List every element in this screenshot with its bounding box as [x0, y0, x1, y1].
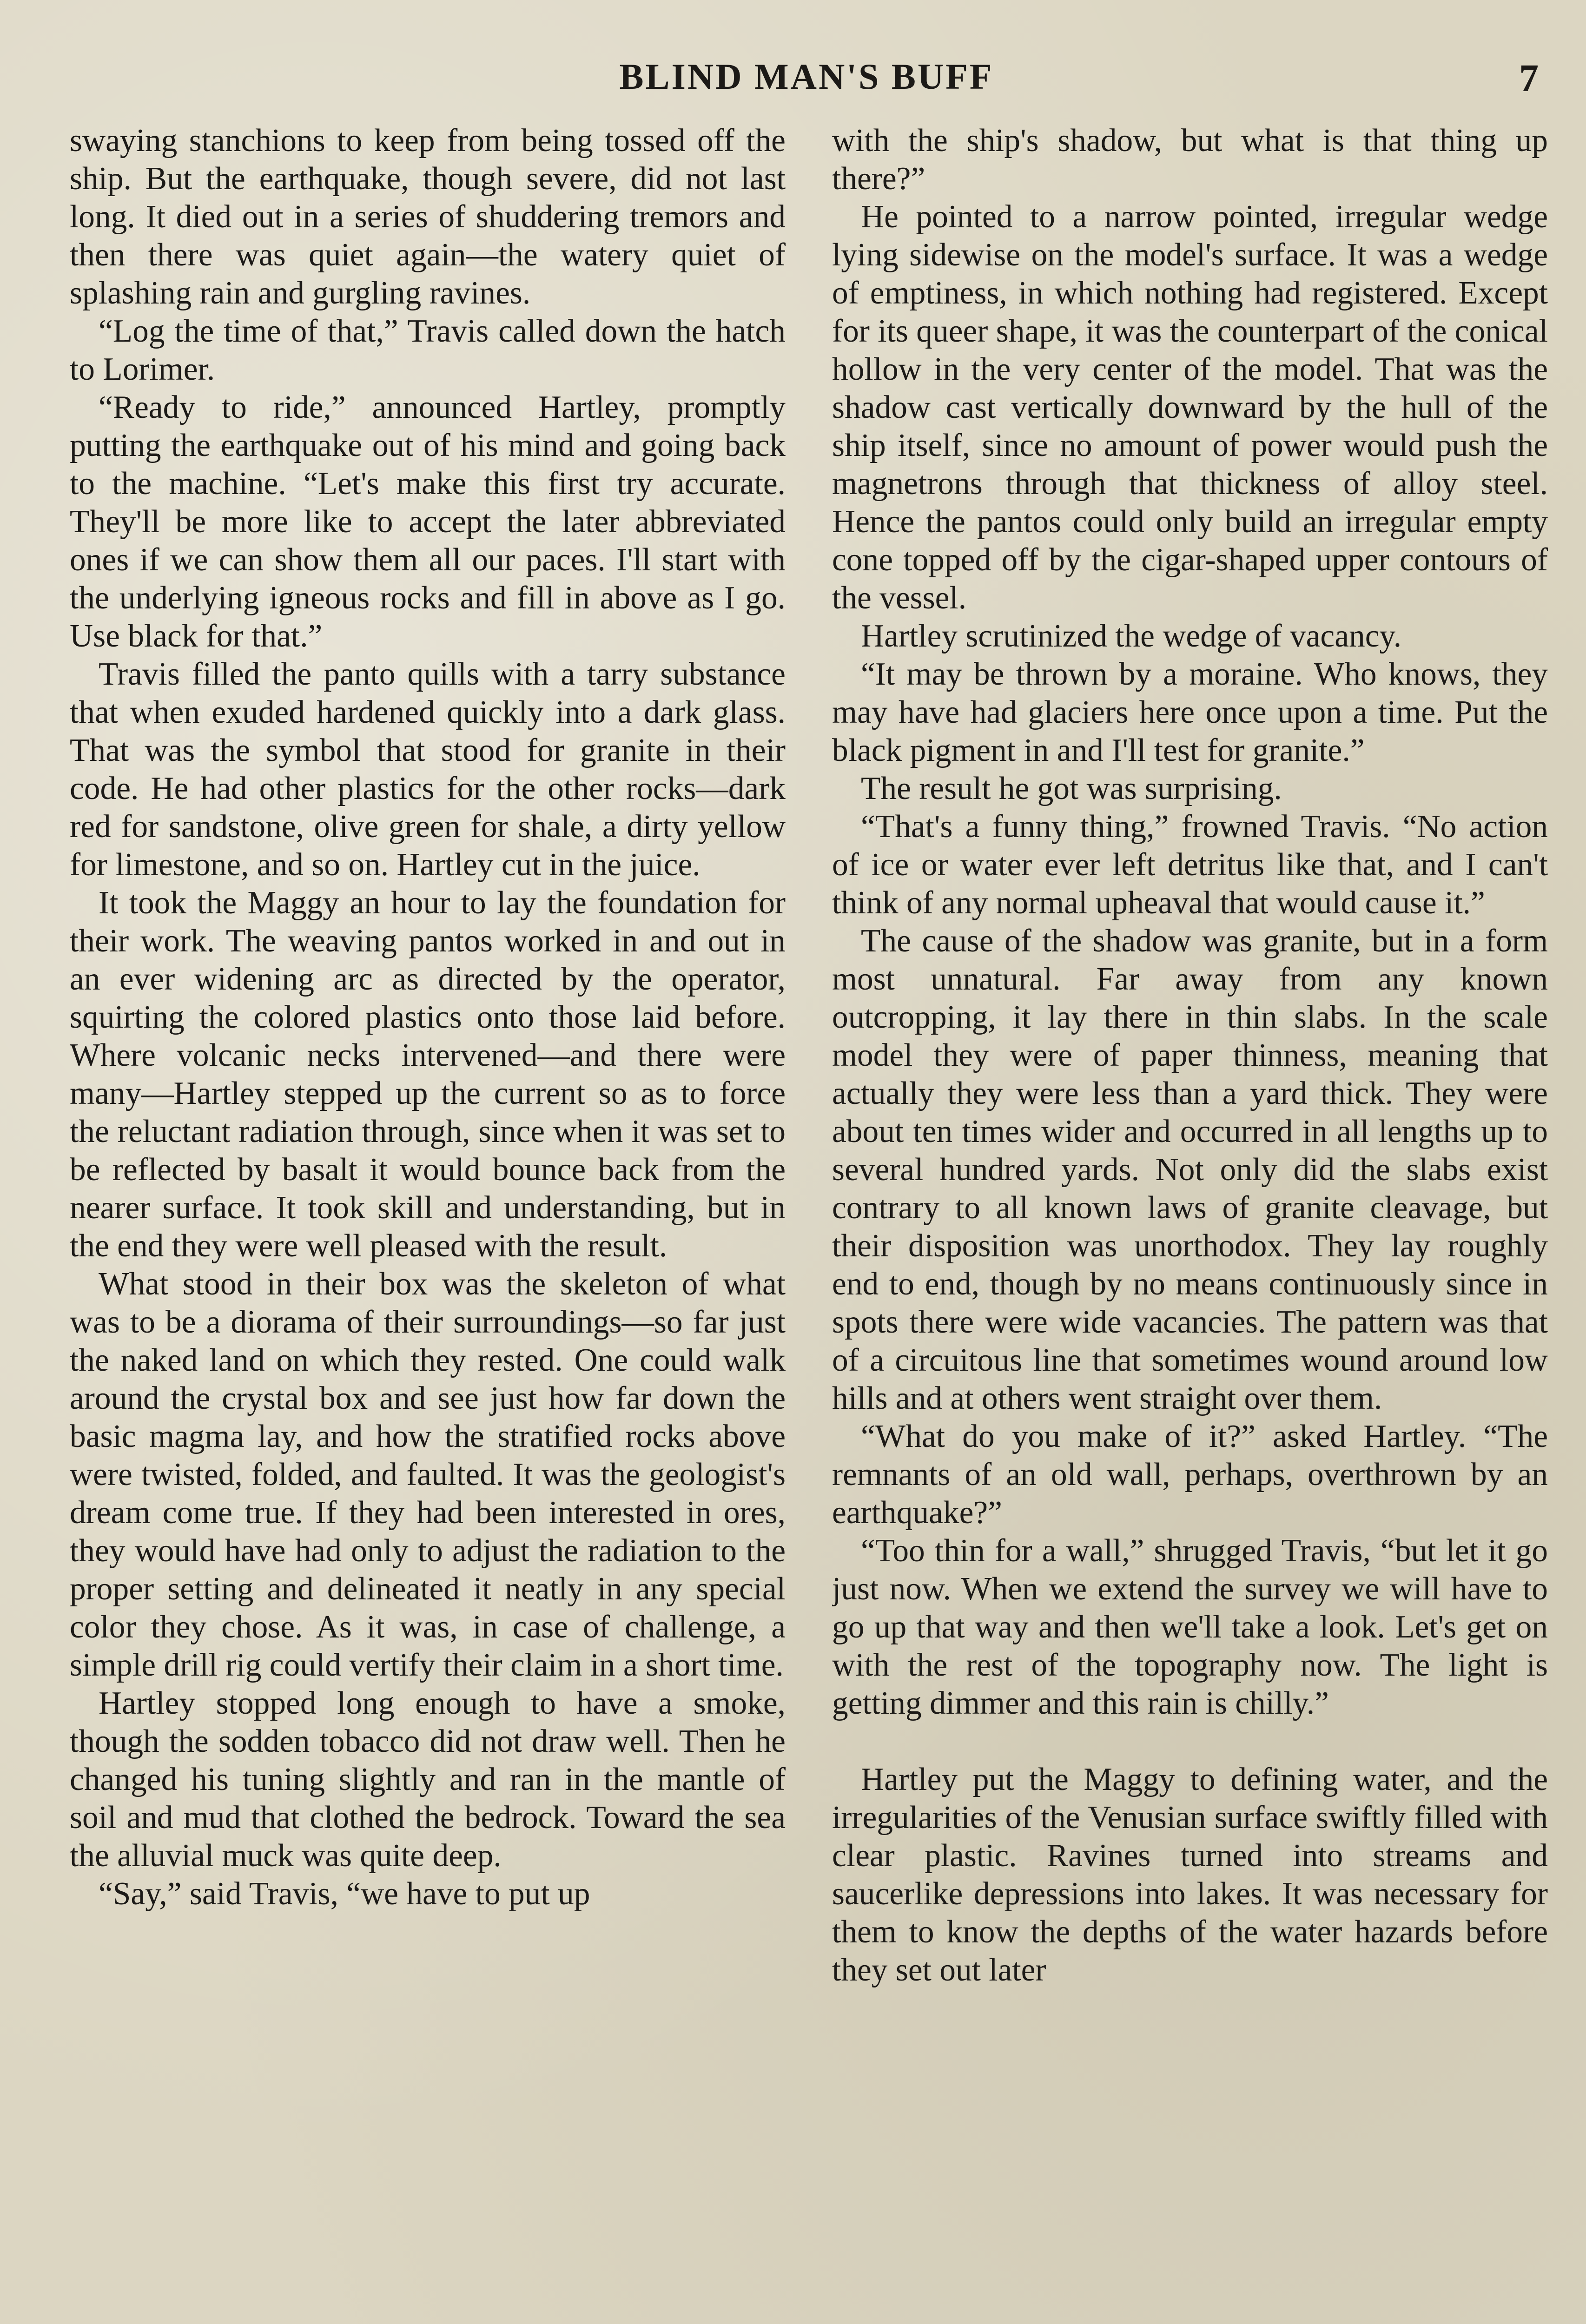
paragraph: “That's a funny thing,” frowned Travis. “No action of ice or water ever left detritus like that, and I can't think of any normal upheaval that would cause it.”	[832, 809, 1548, 921]
right-column	[832, 122, 1548, 2324]
paragraph: “Too thin for a wall,” shrugged Travis, “but let it go just now. When we extend the survey we will have to go up that way and then we'll take a look. Let's get on with the rest of the topography now. The light is getting dimmer and this rain is chilly.”	[832, 1533, 1548, 1721]
paragraph: “Log the time of that,” Travis called down the hatch to Lorimer.	[70, 313, 786, 387]
paragraph: Travis filled the panto quills with a tarry substance that when exuded hardened quickly into a dark glass. That was the symbol that stood for granite in their code. He had other plastics for the other rocks—dark red for sandstone, olive green for shale, a dirty yellow for limestone, and so on. Hartley cut in the juice.	[70, 656, 786, 883]
paragraph: swaying stanchions to keep from being tossed off the ship. But the earthquake, though severe, did not last long. It died out in a series of shuddering tremors and then there was quiet again—the watery quiet of splashing rain and gurgling ravines.	[70, 123, 786, 311]
left-column	[70, 122, 786, 2324]
paragraph: The result he got was surprising.	[861, 771, 1282, 806]
page-header	[74, 56, 1539, 107]
paragraph: He pointed to a narrow pointed, irregular wedge lying sidewise on the model's surface. It was a wedge of emptiness, in which nothing had registered. Except for its queer shape, it was the counterpart of the conical hollow in the very center of the model. That was the shadow cast vertically downward by the hull of the ship itself, since no amount of power would push the magnetrons through that thickness of alloy steel. Hence the pantos could only build an irregular empty cone topped off by the cigar-shaped upper contours of the vessel.	[832, 199, 1548, 616]
paragraph: Hartley stopped long enough to have a smoke, though the sodden tobacco did not draw well. Then he changed his tuning slightly and ran in the mantle of soil and mud that clothed the bedrock. Toward the sea the alluvial muck was quite deep.	[70, 1685, 786, 1874]
paragraph: “What do you make of it?” asked Hartley. “The remnants of an old wall, perhaps, overthrown by an earthquake?”	[832, 1419, 1548, 1531]
page-number: 7	[1519, 57, 1539, 100]
paragraph: “Say,” said Travis, “we have to put up	[99, 1876, 590, 1912]
paragraph: “Ready to ride,” announced Hartley, promptly putting the earthquake out of his mind and going back to the machine. “Let's make this first try accurate. They'll be more like to accept the later abbreviated ones if we can show them all our paces. I'll start with the underlying igneous rocks and fill in above as I go. Use black for that.”	[70, 390, 786, 654]
paragraph: Hartley scrutinized the wedge of vacancy.	[861, 618, 1402, 654]
paragraph: The cause of the shadow was granite, but in a form most unnatural. Far away from any known outcropping, it lay there in thin slabs. In the scale model they were of paper thinness, meaning that actually they were less than a yard thick. They were about ten times wider and occurred in all lengths up to several hundred yards. Not only did the slabs exist contrary to all known laws of granite cleavage, but their disposition was unorthodox. They lay roughly end to end, though by no means continuously since in spots there were wide vacancies. The pattern was that of a circuitous line that sometimes wound around low hills and at others went straight over them.	[832, 923, 1548, 1416]
paragraph: It took the Maggy an hour to lay the foundation for their work. The weaving pantos worked in and out in an ever widening arc as directed by the operator, squirting the colored plastics onto those laid before. Where volcanic necks intervened—and there were many—Hartley stepped up the current so as to force the reluctant radiation through, since when it was set to be reflected by basalt it would bounce back from the nearer surface. It took skill and understanding, but in the end they were well pleased with the result.	[70, 885, 786, 1264]
paragraph: What stood in their box was the skeleton of what was to be a diorama of their surroundings—so far just the naked land on which they rested. One could walk around the crystal box and see just how far down the basic magma lay, and how the stratified rocks above were twisted, folded, and faulted. It was the geologist's dream come true. If they had been interested in ores, they would have had only to adjust the radiation to the proper setting and delineated it neatly in any special color they chose. As it was, in case of challenge, a simple drill rig could vertify their claim in a short time.	[70, 1266, 786, 1683]
paragraph: Hartley put the Maggy to defining water, and the irregularities of the Venusian surface swiftly filled with clear plastic. Ravines turned into streams and saucerlike depressions into lakes. It was necessary for them to know the depths of the water hazards before they set out later	[832, 1762, 1548, 1988]
paragraph: “It may be thrown by a moraine. Who knows, they may have had glaciers here once upon a time. Put the black pigment in and I'll test for granite.”	[832, 656, 1548, 768]
running-head: BLIND MAN'S BUFF	[619, 56, 994, 97]
paragraph: with the ship's shadow, but what is that thing up there?”	[832, 123, 1548, 197]
